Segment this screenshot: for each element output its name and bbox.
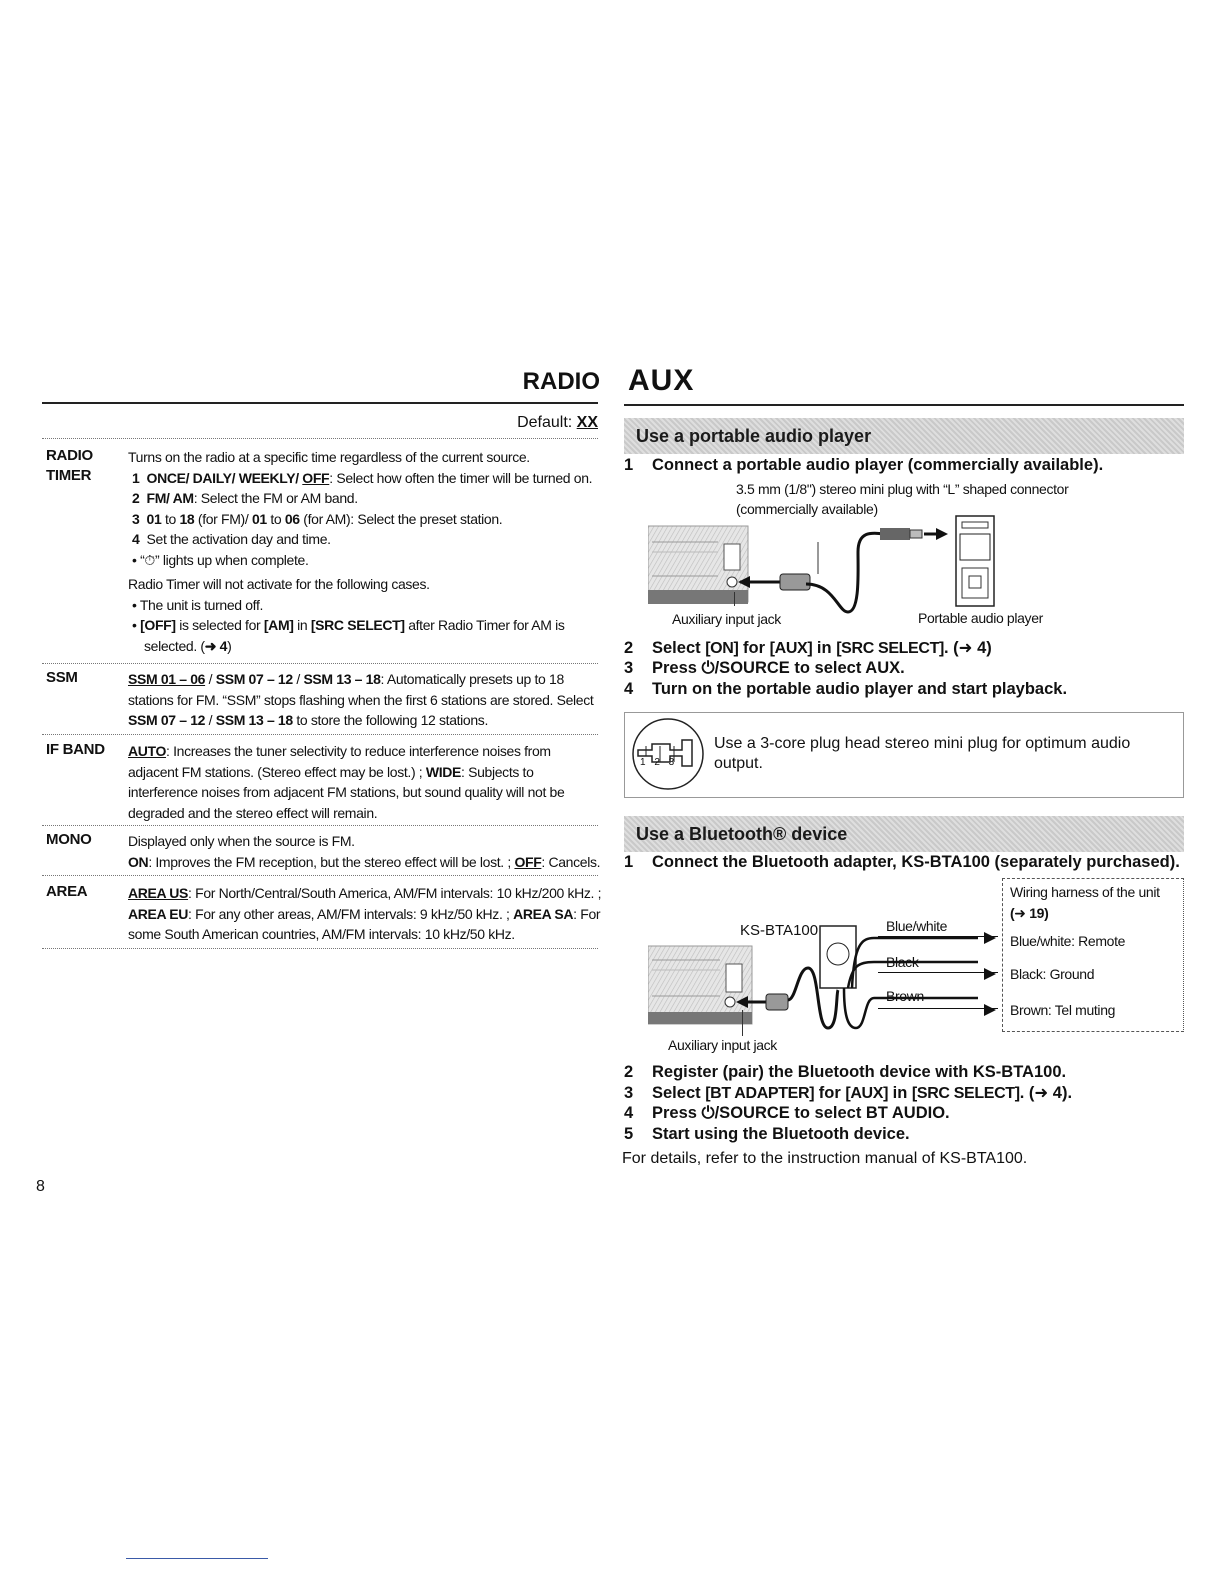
- step-3-press-source: 3 Press ⏻/SOURCE to select AUX.: [624, 659, 905, 677]
- arrow: [984, 932, 996, 944]
- wire-line: [878, 936, 998, 937]
- desc-line: Displayed only when the source is FM.: [128, 833, 355, 849]
- divider: [42, 825, 598, 826]
- step-5-start-using: 5 Start using the Bluetooth device.: [624, 1125, 910, 1143]
- default-value: XX: [576, 414, 598, 431]
- mini-plug-icon: [880, 528, 910, 540]
- harness-ref: (➜ 19): [1010, 905, 1049, 921]
- section-rule: [624, 404, 1184, 406]
- desc-line: Radio Timer will not activate for the following cases.: [128, 576, 430, 592]
- leader-line: [742, 1010, 743, 1036]
- aux-jack-label: Auxiliary input jack: [668, 1037, 777, 1053]
- car-unit-icon: [648, 526, 748, 604]
- step-4-start-playback: 4 Turn on the portable audio player and start playback.: [624, 680, 1068, 698]
- desc-line: degraded and the stereo effect will remain.: [128, 804, 378, 821]
- section-title-aux: AUX: [628, 364, 695, 397]
- section-rule: [42, 402, 598, 404]
- harness-title: Wiring harness of the unit: [1010, 884, 1160, 900]
- arrow: [984, 1004, 996, 1016]
- plug-caption: 3.5 mm (1/8") stereo mini plug with “L” shaped connector: [736, 481, 1069, 497]
- wire-label-bluewhite: Blue/white: [886, 918, 948, 934]
- default-label: Default:: [517, 414, 573, 431]
- divider: [42, 438, 598, 439]
- l-plug-icon: [780, 574, 810, 590]
- step-2-select-on: 2 Select [ON] for [AUX] in [SRC SELECT]. (➜ 4): [624, 639, 992, 657]
- portable-player-diagram: [648, 512, 1008, 616]
- term-area: AREA: [46, 883, 88, 900]
- wire-label-brown: Brown: [886, 988, 924, 1004]
- aux-jack-label: Auxiliary input jack: [672, 611, 781, 627]
- three-core-plug-icon: [630, 716, 706, 792]
- plug-caption: (commercially available): [736, 501, 878, 517]
- portable-player-icon: [956, 516, 994, 606]
- divider: [42, 875, 598, 876]
- term-if-band: IF BAND: [46, 741, 105, 758]
- desc-line: • “⏱” lights up when complete.: [132, 551, 309, 568]
- step-1-connect-player: 1 Connect a portable audio player (commercially available).: [624, 456, 1104, 474]
- divider: [42, 663, 598, 664]
- desc-area: AREA US: For North/Central/South America, AM/FM intervals: 10 kHz/200 kHz. ; AREA EU: For any other areas, AM/FM intervals: 9 kHz/50 kHz. ; AREA SA: For some South American countries, AM/FM intervals: 10 kHz/50 kHz.: [128, 883, 598, 945]
- desc-if-band: AUTO: Increases the tuner selectivity to reduce interference noises from adjacent FM stations. (Stereo effect may be lost.) ; WIDE: Subjects to interference noises from adjacent FM stations, but sound quality will not be degraded and the stereo effect will remain.: [128, 741, 598, 823]
- page-number: 8: [36, 1178, 45, 1195]
- harness-item: Blue/white: Remote: [1010, 933, 1126, 949]
- default-note: [420, 414, 598, 432]
- wire-line: [878, 972, 998, 973]
- note-text: Use a 3-core plug head stereo mini plug for optimum audio output.: [714, 735, 1131, 772]
- harness-item: Brown: Tel muting: [1010, 1002, 1116, 1018]
- divider: [42, 734, 598, 735]
- footer-line: [126, 1558, 268, 1559]
- heading-bluetooth-device: Use a Bluetooth® device: [624, 816, 1184, 852]
- wire-label-black: Black: [886, 954, 919, 970]
- section-title-radio: RADIO: [522, 368, 600, 395]
- desc-radio-timer: Turns on the radio at a specific time regardless of the current source. 1 ONCE/ DAILY/ WEEKLY/ OFF: Select how often the timer will be turned on. 2 FM/ AM: Select the FM or AM band. 3 01 to 18 (for FM)/ 01 to 06 (for AM): Select the preset station. 4 Set the activation day and time. • “⏱” lights up when complete. Radio Timer will not activate for the following cases. • The unit is turned off. • [OFF] is selected for [AM] in [SRC SELECT] after Radio Timer for AM is selected. (➜ 4): [128, 447, 598, 656]
- step-1-connect-adapter: 1 Connect the Bluetooth adapter, KS-BTA100 (separately purchased).: [624, 853, 1180, 871]
- desc-line: some South American countries, AM/FM intervals: 10 kHz/50 kHz.: [128, 926, 515, 942]
- step-2-register: 2 Register (pair) the Bluetooth device with KS-BTA100.: [624, 1063, 1067, 1081]
- desc-line: Turns on the radio at a specific time regardless of the current source.: [128, 449, 530, 465]
- term-radio-timer: RADIO TIMER: [46, 447, 93, 484]
- desc-line: interference noises from adjacent FM stations, but sound quality will not be: [128, 784, 565, 800]
- harness-item: Black: Ground: [1010, 966, 1095, 982]
- wire-line: [878, 1008, 998, 1009]
- adapter-label: KS-BTA100: [740, 922, 819, 939]
- step-3-select-adapter: 3 Select [BT ADAPTER] for [AUX] in [SRC SELECT]. (➜ 4).: [624, 1084, 1073, 1102]
- plug-pin-numbers: 1 2 3: [640, 757, 678, 768]
- details-note: For details, refer to the instruction manual of KS-BTA100.: [622, 1150, 1028, 1167]
- desc-line: stations for FM. “SSM” stops flashing when the first 6 stations are stored. Select: [128, 691, 594, 708]
- term-mono: MONO: [46, 831, 92, 848]
- l-plug-icon: [766, 994, 788, 1010]
- car-unit-icon: [648, 946, 752, 1024]
- step-4-press-source: 4 Press ⏻/SOURCE to select BT AUDIO.: [624, 1104, 950, 1122]
- desc-line: • The unit is turned off.: [132, 596, 264, 613]
- arrow: [984, 968, 996, 980]
- desc-ssm: SSM 01 – 06 / SSM 07 – 12 / SSM 13 – 18: Automatically presets up to 18 stations for FM. “SSM” stops flashing when the first 6 stations are stored. Select SSM 07 – 12 / SSM 13 – 18 to store the following 12 stations.: [128, 669, 598, 731]
- portable-player-label: Portable audio player: [918, 610, 1043, 626]
- term-ssm: SSM: [46, 669, 78, 686]
- heading-portable-player: Use a portable audio player: [624, 418, 1184, 454]
- desc-mono: Displayed only when the source is FM. ON: Improves the FM reception, but the stereo effect will be lost. ; OFF: Cancels.: [128, 833, 601, 870]
- divider: [42, 948, 598, 949]
- leader-line: [734, 592, 735, 606]
